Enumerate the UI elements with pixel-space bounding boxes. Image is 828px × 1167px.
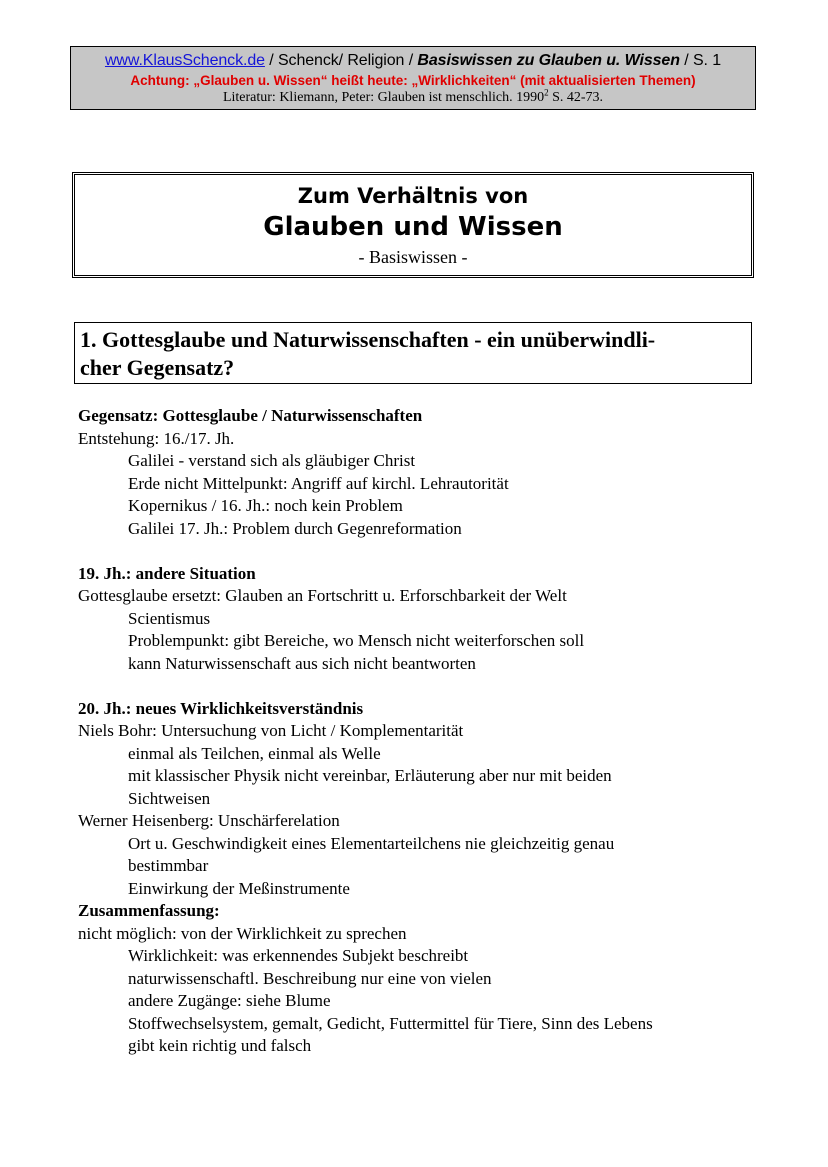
text-line: Gottesglaube ersetzt: Glauben an Fortschritt u. Erforschbarkeit der Welt [78,586,567,605]
header-literature [71,89,755,107]
literature-pages: S. 42-73. [548,90,604,105]
subheading-zusammenfassung: Zusammenfassung: [78,901,220,920]
text-line: einmal als Teilchen, einmal als Welle [128,743,381,763]
section-heading-line-1: 1. Gottesglaube und Naturwissenschaften - ein unüberwindli- [80,327,656,352]
header-path: / Schenck/ Religion / [264,52,418,69]
text-line: Galilei - verstand sich als gläubiger Christ [128,451,416,470]
header-line [71,50,755,72]
text-line: Niels Bohr: Untersuchung von Licht / Komplementarität [78,721,464,740]
title-line-1: Zum Verhältnis von [297,184,529,208]
text-line: Kopernikus / 16. Jh.: noch kein Problem [128,496,403,515]
header-notice: Achtung: „Glauben u. Wissen“ heißt heute: „Wirklichkeiten“ (mit aktualisierten Themen) [130,73,696,88]
content [78,405,778,1058]
text-line: Stoffwechselsystem, gemalt, Gedicht, Futtermittel für Tiere, Sinn des Lebens [128,1013,653,1033]
text-line: Galilei 17. Jh.: Problem durch Gegenreformation [128,518,462,538]
literature-edition: 2 [544,87,549,98]
section-heading [74,322,752,384]
text-line: andere Zugänge: siehe Blume [128,991,331,1010]
subheading-19-jh: 19. Jh.: andere Situation [78,563,256,583]
subheading-gegensatz: Gegensatz: Gottesglaube / Naturwissenschaften [78,406,423,425]
section-heading-line-2: cher Gegensatz? [80,355,235,380]
text-line: Scientismus [128,608,211,628]
literature-text: Literatur: Kliemann, Peter: Glauben ist menschlich. 1990 [222,90,545,105]
text-line: Einwirkung der Meßinstrumente [128,878,350,898]
text-line: bestimmbar [128,856,209,875]
subheading-20-jh: 20. Jh.: neues Wirklichkeitsverständnis [78,698,364,718]
site-link[interactable]: www.KlausSchenck.de [104,52,265,69]
text-line: Erde nicht Mittelpunkt: Angriff auf kirchl. Lehrautorität [128,473,509,493]
title-box [72,172,754,278]
header-doc-title: Basiswissen zu Glauben u. Wissen [417,52,680,69]
text-line: Werner Heisenberg: Unschärferelation [78,811,340,830]
spacer [78,540,778,563]
spacer [78,675,778,698]
text-line: mit klassischer Physik nicht vereinbar, Erläuterung aber nur mit beiden [128,766,612,785]
title-line-2: Glauben und Wissen [263,212,563,242]
text-line: Entstehung: 16./17. Jh. [78,428,235,448]
text-line: gibt kein richtig und falsch [128,1036,312,1055]
text-line: Sichtweisen [128,788,211,808]
page-header [70,46,756,110]
text-line: Ort u. Geschwindigkeit eines Elementarteilchens nie gleichzeitig genau [128,833,615,853]
text-line: nicht möglich: von der Wirklichkeit zu sprechen [78,923,407,943]
text-line: naturwissenschaftl. Beschreibung nur eine von vielen [128,968,492,988]
text-line: Problempunkt: gibt Bereiche, wo Mensch nicht weiterforschen soll [128,631,585,650]
title-subtitle: - Basiswissen - [358,247,468,267]
text-line: kann Naturwissenschaft aus sich nicht beantworten [128,653,476,673]
header-page-label: / S. 1 [679,52,722,69]
text-line: Wirklichkeit: was erkennendes Subjekt beschreibt [128,946,469,965]
